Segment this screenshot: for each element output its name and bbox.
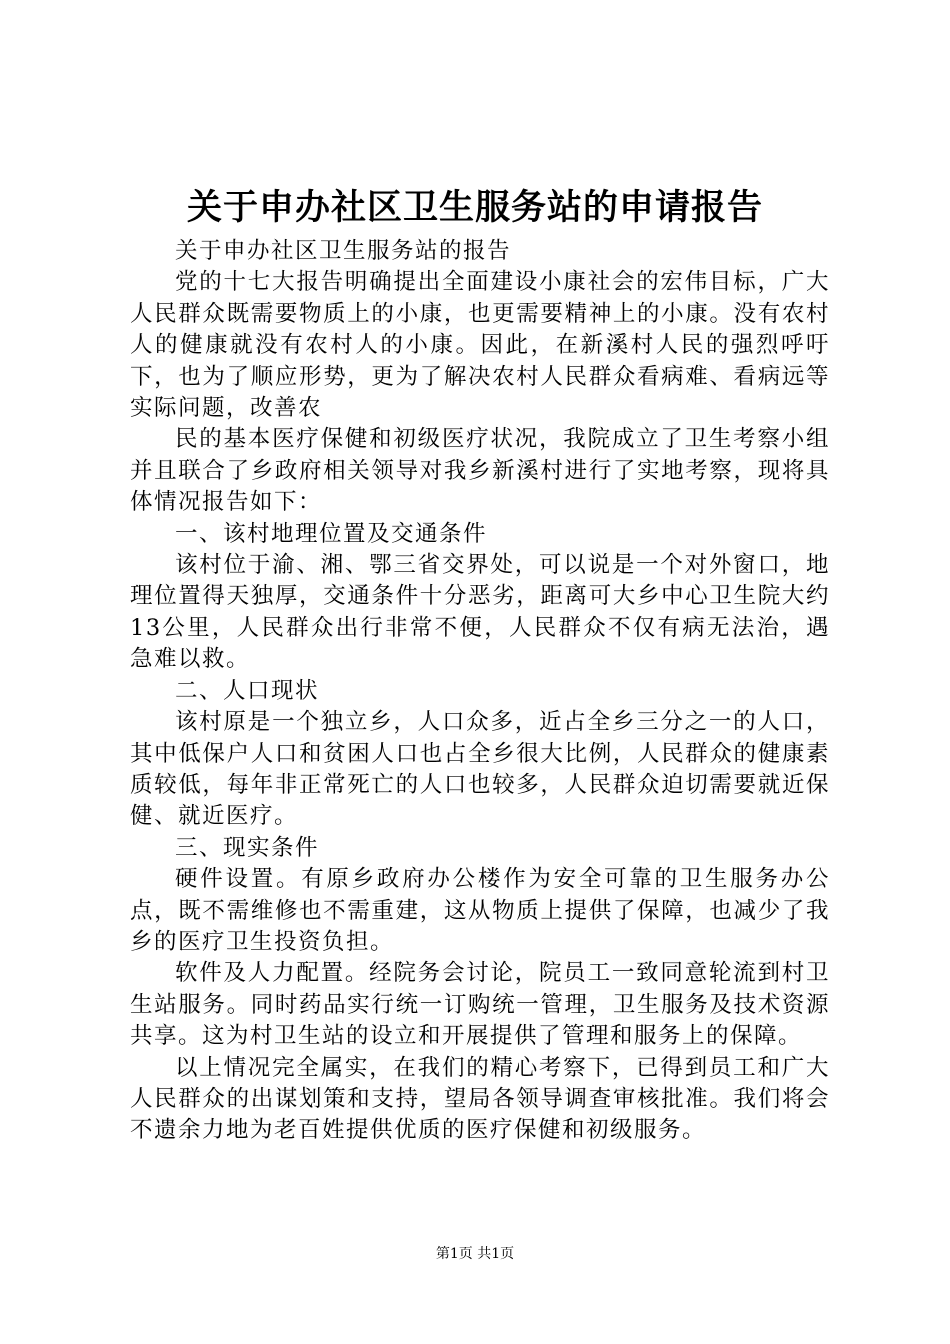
body-paragraph: 硬件设置。有原乡政府办公楼作为安全可靠的卫生服务办公点，既不需维修也不需重建，这从物质上提供了保障，也减少了我乡的医疗卫生投资负担。 — [130, 866, 830, 955]
body-paragraph: 该村位于渝、湘、鄂三省交界处，可以说是一个对外窗口，地理位置得天独厚，交通条件十分恶劣，距离可大乡中心卫生院大约13公里，人民群众出行非常不便，人民群众不仅有病无法治，遇急难以救。 — [130, 552, 830, 673]
body-paragraph: 该村原是一个独立乡，人口众多，近占全乡三分之一的人口，其中低保户人口和贫困人口也占全乡很大比例，人民群众的健康素质较低，每年非正常死亡的人口也较多，人民群众迫切需要就近保健、就近医疗。 — [130, 709, 830, 830]
body-paragraph: 软件及人力配置。经院务会讨论，院员工一致同意轮流到村卫生站服务。同时药品实行统一订购统一管理，卫生服务及技术资源共享。这为村卫生站的设立和开展提供了管理和服务上的保障。 — [130, 960, 830, 1050]
document-body — [130, 236, 830, 1147]
document-title: 关于申办社区卫生服务站的申请报告 — [186, 187, 763, 228]
subtitle-paragraph: 关于申办社区卫生服务站的报告 — [175, 238, 512, 264]
page-footer: 第1页 共1页 — [435, 1246, 515, 1262]
body-paragraph: 党的十七大报告明确提出全面建设小康社会的宏伟目标，广大人民群众既需要物质上的小康，也更需要精神上的小康。没有农村人的健康就没有农村人的小康。因此，在新溪村人民的强烈呼吁下，也为了顺应形势，更为了解决农村人民群众看病难、看病远等实际问题，改善农 — [130, 269, 830, 422]
body-paragraph: 民的基本医疗保健和初级医疗状况，我院成立了卫生考察小组并且联合了乡政府相关领导对我乡新溪村进行了实地考察，现将具体情况报告如下： — [130, 426, 830, 516]
section-heading: 二、人口现状 — [175, 677, 320, 704]
section-heading: 一、该村地理位置及交通条件 — [175, 520, 488, 547]
section-heading: 三、现实条件 — [175, 834, 320, 861]
body-paragraph: 以上情况完全属实，在我们的精心考察下，已得到员工和广大人民群众的出谋划策和支持，望局各领导调查审核批准。我们将会不遗余力地为老百姓提供优质的医疗保健和初级服务。 — [130, 1054, 830, 1144]
